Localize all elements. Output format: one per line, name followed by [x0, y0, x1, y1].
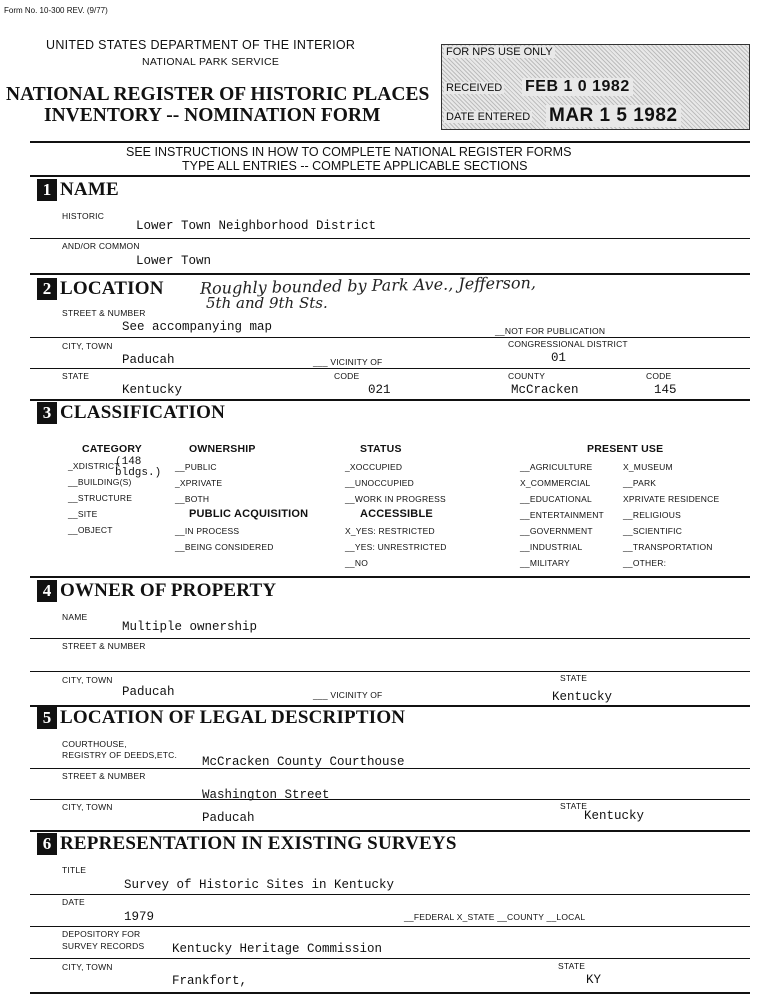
- instructions-rule: [30, 175, 750, 177]
- section-title: CLASSIFICATION: [60, 402, 226, 423]
- section-number: 1: [37, 179, 57, 201]
- date-entered-label: DATE ENTERED: [446, 111, 531, 123]
- legal-state-label: STATE: [560, 801, 588, 811]
- form-title-line2: INVENTORY -- NOMINATION FORM: [44, 105, 381, 126]
- owner-name-label: NAME: [62, 612, 88, 622]
- depository-label-line2: SURVEY RECORDS: [62, 941, 145, 951]
- handwritten-boundary-line1: Roughly bounded by Park Ave., Jefferson,: [199, 273, 537, 298]
- courthouse-label-line1: COURTHOUSE,: [62, 739, 127, 749]
- use-transportation: __TRANSPORTATION: [623, 542, 713, 552]
- section-1-heading: [37, 179, 119, 201]
- depository-state-label: STATE: [558, 961, 586, 971]
- street-label: STREET & NUMBER: [62, 308, 146, 318]
- section-6-heading: [37, 833, 457, 855]
- state-code-label: CODE: [334, 371, 360, 381]
- instructions-line2: TYPE ALL ENTRIES -- COMPLETE APPLICABLE SECTIONS: [182, 159, 528, 173]
- form-number: Form No. 10-300 REV. (9/77): [4, 6, 108, 15]
- acquisition-in-process: __IN PROCESS: [175, 526, 240, 536]
- depository-state-value: KY: [586, 973, 602, 987]
- congressional-district-value: 01: [551, 351, 567, 365]
- owner-state-label: STATE: [560, 673, 588, 683]
- courthouse-value: McCracken County Courthouse: [202, 755, 405, 769]
- use-entertainment: __ENTERTAINMENT: [520, 510, 604, 520]
- use-military: __MILITARY: [520, 558, 570, 568]
- street-value: See accompanying map: [122, 320, 273, 334]
- county-code-value: 145: [654, 383, 677, 397]
- state-value: Kentucky: [122, 383, 183, 397]
- buildings-count-note: (148 bldgs.): [115, 456, 162, 479]
- survey-scope: __FEDERAL X_STATE __COUNTY __LOCAL: [404, 912, 586, 922]
- category-object: __OBJECT: [68, 525, 113, 535]
- category-site: __SITE: [68, 509, 98, 519]
- divider: [30, 638, 750, 639]
- section-rule: [30, 576, 750, 578]
- legal-city-value: Paducah: [202, 811, 255, 825]
- legal-city-label: CITY, TOWN: [62, 802, 113, 812]
- county-label: COUNTY: [508, 371, 546, 381]
- use-scientific: __SCIENTIFIC: [623, 526, 683, 536]
- common-name-value: Lower Town: [136, 254, 212, 268]
- depository-city-value: Frankfort,: [172, 974, 248, 988]
- section-rule: [30, 399, 750, 401]
- state-label: STATE: [62, 371, 90, 381]
- section-number: 2: [37, 278, 57, 300]
- section-2-heading: [37, 278, 164, 300]
- accessible-yes-restricted: X_YES: RESTRICTED: [345, 526, 435, 536]
- use-park: __PARK: [623, 478, 657, 488]
- use-agriculture: __AGRICULTURE: [520, 462, 593, 472]
- legal-street-label: STREET & NUMBER: [62, 771, 146, 781]
- section-rule: [30, 992, 750, 994]
- date-entered-stamp: MAR 1 5 1982: [546, 105, 681, 127]
- section-title: NAME: [60, 179, 119, 200]
- ownership-public: __PUBLIC: [175, 462, 217, 472]
- section-title: LOCATION OF LEGAL DESCRIPTION: [60, 707, 406, 728]
- divider: [30, 337, 750, 338]
- use-commercial: X_COMMERCIAL: [520, 478, 591, 488]
- section-number: 5: [37, 707, 57, 729]
- accessible-yes-unrestricted: __YES: UNRESTRICTED: [345, 542, 447, 552]
- divider: [30, 768, 750, 769]
- section-number: 4: [37, 580, 57, 602]
- nps-use-box: [441, 44, 750, 130]
- section-number: 3: [37, 402, 57, 424]
- owner-vicinity-of: ___ VICINITY OF: [313, 690, 383, 700]
- owner-street-label: STREET & NUMBER: [62, 641, 146, 651]
- service-name: NATIONAL PARK SERVICE: [142, 56, 280, 68]
- use-government: __GOVERNMENT: [520, 526, 593, 536]
- received-label: RECEIVED: [446, 82, 503, 94]
- ownership-private: _XPRIVATE: [175, 478, 223, 488]
- congressional-district-label: CONGRESSIONAL DISTRICT: [508, 339, 628, 349]
- header-rule: [30, 141, 750, 143]
- divider: [30, 368, 750, 369]
- department-name: UNITED STATES DEPARTMENT OF THE INTERIOR: [46, 38, 356, 52]
- ownership-both: __BOTH: [175, 494, 210, 504]
- use-industrial: __INDUSTRIAL: [520, 542, 583, 552]
- legal-street-value: Washington Street: [202, 788, 330, 802]
- historic-label: HISTORIC: [62, 211, 105, 221]
- nps-heading: FOR NPS USE ONLY: [446, 46, 553, 58]
- ownership-heading: OWNERSHIP: [189, 443, 256, 455]
- divider: [30, 926, 750, 927]
- use-other: __OTHER:: [623, 558, 667, 568]
- divider: [30, 238, 750, 239]
- common-name-label: AND/OR COMMON: [62, 241, 140, 251]
- category-buildings: __BUILDING(S): [68, 477, 132, 487]
- use-private-residence: XPRIVATE RESIDENCE: [623, 494, 720, 504]
- use-museum: X_MUSEUM: [623, 462, 673, 472]
- survey-date-value: 1979: [124, 910, 155, 924]
- vicinity-of: ___ VICINITY OF: [313, 357, 383, 367]
- use-educational: __EDUCATIONAL: [520, 494, 592, 504]
- historic-name-value: Lower Town Neighborhood District: [136, 219, 377, 233]
- county-code-label: CODE: [646, 371, 672, 381]
- survey-date-label: DATE: [62, 897, 85, 907]
- status-unoccupied: __UNOCCUPIED: [345, 478, 414, 488]
- acquisition-being-considered: __BEING CONSIDERED: [175, 542, 274, 552]
- city-value: Paducah: [122, 353, 175, 367]
- status-work-in-progress: __WORK IN PROGRESS: [345, 494, 446, 504]
- state-code-value: 021: [368, 383, 391, 397]
- section-title: OWNER OF PROPERTY: [60, 580, 277, 601]
- survey-title-label: TITLE: [62, 865, 87, 875]
- category-district: _XDISTRICT: [68, 461, 120, 471]
- legal-state-value: Kentucky: [584, 809, 645, 823]
- owner-name-value: Multiple ownership: [122, 620, 258, 634]
- accessible-heading: ACCESSIBLE: [360, 508, 433, 520]
- divider: [30, 894, 750, 895]
- acquisition-heading: PUBLIC ACQUISITION: [189, 508, 309, 520]
- courthouse-label-line2: REGISTRY OF DEEDS,ETC.: [62, 750, 178, 760]
- county-value: McCracken: [511, 383, 579, 397]
- category-heading: CATEGORY: [82, 443, 142, 455]
- survey-title-value: Survey of Historic Sites in Kentucky: [124, 878, 395, 892]
- depository-value: Kentucky Heritage Commission: [172, 942, 383, 956]
- section-title: LOCATION: [60, 278, 164, 299]
- accessible-no: __NO: [345, 558, 369, 568]
- divider: [30, 799, 750, 800]
- category-structure: __STRUCTURE: [68, 493, 133, 503]
- status-heading: STATUS: [360, 443, 402, 455]
- section-title: REPRESENTATION IN EXISTING SURVEYS: [60, 833, 457, 854]
- owner-state-value: Kentucky: [552, 690, 613, 704]
- section-3-heading: [37, 402, 225, 424]
- not-for-publication: __NOT FOR PUBLICATION: [495, 326, 606, 336]
- handwritten-boundary-line2: 5th and 9th Sts.: [206, 294, 328, 312]
- section-4-heading: [37, 580, 276, 602]
- city-label: CITY, TOWN: [62, 341, 113, 351]
- instructions-line1: SEE INSTRUCTIONS IN HOW TO COMPLETE NATIONAL REGISTER FORMS: [126, 145, 572, 159]
- depository-city-label: CITY, TOWN: [62, 962, 113, 972]
- section-rule: [30, 830, 750, 832]
- present-use-heading: PRESENT USE: [587, 443, 664, 455]
- section-5-heading: [37, 707, 405, 729]
- depository-label-line1: DEPOSITORY FOR: [62, 929, 141, 939]
- divider: [30, 958, 750, 959]
- received-stamp: FEB 1 0 1982: [522, 78, 633, 96]
- form-title-line1: NATIONAL REGISTER OF HISTORIC PLACES: [6, 84, 430, 105]
- divider: [30, 671, 750, 672]
- owner-city-value: Paducah: [122, 685, 175, 699]
- section-number: 6: [37, 833, 57, 855]
- status-occupied: _XOCCUPIED: [345, 462, 403, 472]
- use-religious: __RELIGIOUS: [623, 510, 681, 520]
- owner-city-label: CITY, TOWN: [62, 675, 113, 685]
